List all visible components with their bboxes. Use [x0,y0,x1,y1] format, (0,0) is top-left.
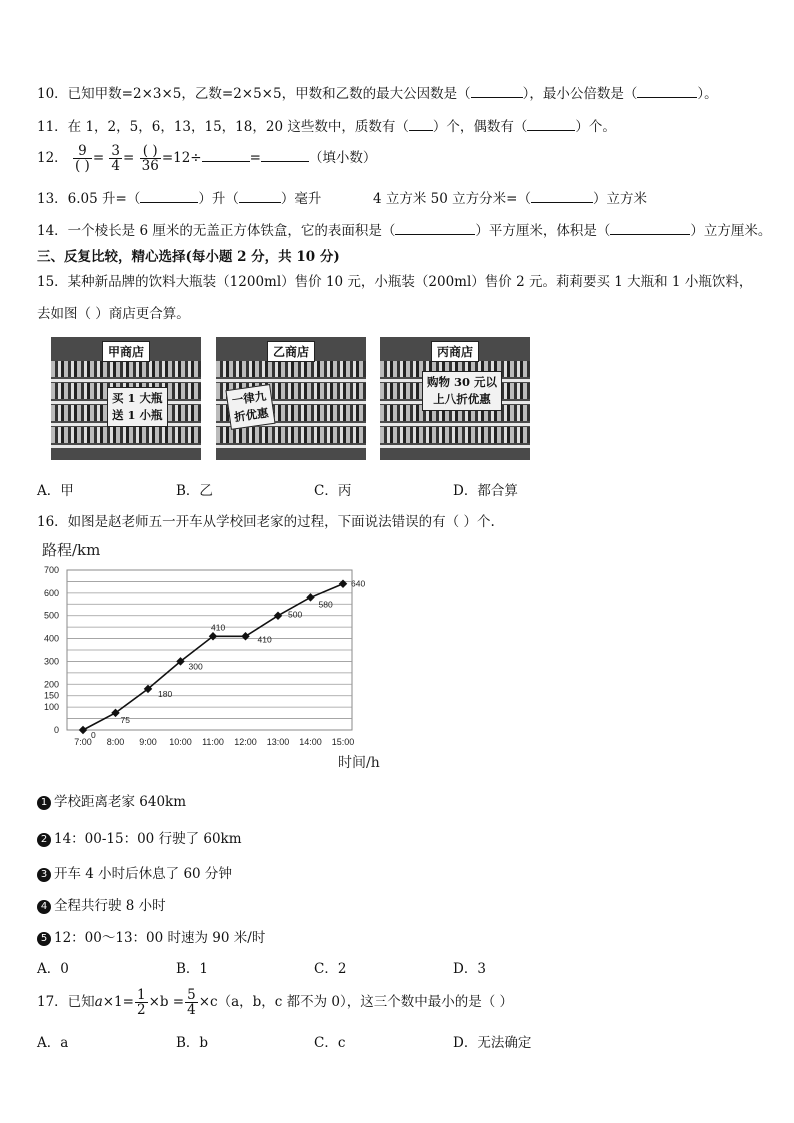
option-a[interactable]: A．0 [37,961,69,977]
statement-5: 5 12：00～13：00 时速为 90 米/时 [37,926,265,946]
fraction: $\frac{( )}{36}$ [141,143,159,174]
fraction: $\frac{3}{4}$ [111,143,121,174]
option-a[interactable]: A．甲 [37,483,74,499]
data-label: 500 [288,609,303,620]
y-tick-label: 500 [43,610,59,621]
store-image-jia [51,337,201,460]
option-b[interactable]: B．1 [176,961,209,977]
question-11: 11．在 1，2，5，6，13，15，18，20 这些数中，质数有（ ）个，偶数有（ ）个。 [37,119,616,135]
answer-blank[interactable] [610,222,690,235]
statement-4: 4 全程共行驶 8 小时 [37,894,166,914]
data-label: 180 [158,688,173,699]
y-tick-label: 200 [43,679,59,690]
option-b[interactable]: B．乙 [176,483,213,499]
store-sign: 购物 30 元以 上八折优惠 [422,371,502,411]
statement-1: 1 学校距离老家 640km [37,790,186,810]
data-label: 410 [257,634,272,645]
question-15-line2: 去如图（ ）商店更合算。 [37,306,190,322]
question-10: 10．已知甲数=2×3×5，乙数=2×5×5，甲数和乙数的最大公因数是（ ），最小公倍数是（ ）。 [37,86,718,102]
y-tick-label: 0 [53,725,59,735]
option-c[interactable]: C．c [314,1035,346,1051]
x-tick-label: 8:00 [106,737,125,747]
store-title: 丙商店 [431,341,479,362]
answer-blank[interactable] [140,190,198,203]
answer-blank[interactable] [527,118,575,131]
fraction: $\frac{1}{2}$ [136,987,146,1018]
data-label: 580 [318,599,333,610]
x-tick-label: 15:00 [331,737,355,747]
option-b[interactable]: B．b [176,1035,209,1051]
option-d[interactable]: D．无法确定 [453,1035,532,1051]
distance-time-chart [30,537,380,777]
store-sign: 一律九 折优惠 [225,384,275,430]
answer-blank[interactable] [261,149,309,162]
fraction: $\frac{5}{4}$ [187,987,196,1018]
store-title: 甲商店 [102,341,150,362]
data-point [241,632,249,640]
question-13: 13．6.05 升=（ ）升（ ）毫升 [37,191,322,207]
y-tick-label: 150 [43,690,59,701]
data-label: 410 [211,622,226,633]
answer-blank[interactable] [531,190,593,203]
store-image-yi [216,337,366,460]
y-axis-label: 路程/km [42,541,101,559]
x-tick-label: 10:00 [169,737,192,747]
x-tick-label: 11:00 [202,737,224,747]
option-d[interactable]: D．都合算 [453,483,518,499]
y-tick-label: 600 [43,587,59,598]
x-tick-label: 7:00 [74,737,92,747]
data-label: 300 [188,661,203,672]
statement-3: 3 开车 4 小时后休息了 60 分钟 [37,862,232,882]
data-point [306,593,314,601]
section-heading: 三、反复比较，精心选择(每小题 2 分，共 10 分) [37,249,340,265]
fraction: $\frac{9}{( )}$ [74,143,90,174]
store-image-bing [380,337,530,460]
x-tick-label: 14:00 [299,737,322,747]
answer-blank[interactable] [471,85,523,98]
y-tick-label: 400 [43,633,59,644]
x-axis-label: 时间/h [338,755,380,771]
x-tick-label: 13:00 [266,737,290,747]
answer-blank[interactable] [239,190,281,203]
y-tick-label: 300 [43,656,59,667]
option-c[interactable]: C．2 [314,961,347,977]
question-17: 17．已知a×1= $\frac{1}{2}$ ×b = $\frac{5}{4}$ ×c（a，b，c 都不为 0），这三个数中最小的是（ ） [37,987,514,1018]
series-line [83,584,343,730]
question-14: 14．一个棱长是 6 厘米的无盖正方体铁盒，它的表面积是（ ）平方厘米，体积是（ ）立方厘米。 [37,223,772,239]
x-tick-label: 9:00 [139,737,157,747]
data-label: 640 [351,578,366,589]
answer-blank[interactable] [637,85,697,98]
store-sign: 买 1 大瓶 送 1 小瓶 [107,387,168,427]
question-12: 12． $\frac{9}{( )}$ = $\frac{3}{4}$ = $\frac{( )}{36}$ =12÷ = （填小数） [37,143,377,174]
y-tick-label: 700 [43,565,59,575]
statement-2: 2 14：00-15：00 行驶了 60km [37,827,242,847]
data-point [339,579,347,587]
data-label: 0 [91,730,96,740]
question-15-line1: 15．某种新品牌的饮料大瓶装（1200ml）售价 10 元，小瓶装（200ml）售价 2 元。莉莉要买 1 大瓶和 1 小瓶饮料， [37,274,753,290]
data-label: 75 [120,714,130,725]
answer-blank[interactable] [202,149,250,162]
store-title: 乙商店 [267,341,315,362]
option-a[interactable]: A．a [37,1035,69,1051]
y-tick-label: 100 [43,702,59,713]
answer-blank[interactable] [395,222,475,235]
question-16: 16．如图是赵老师五一开车从学校回老家的过程，下面说法错误的有（ ）个. [37,514,495,530]
answer-blank[interactable] [409,118,433,131]
option-c[interactable]: C．丙 [314,483,352,499]
option-d[interactable]: D．3 [453,961,486,977]
x-tick-label: 12:00 [234,737,257,747]
question-13b: 4 立方米 50 立方分米=（ ）立方米 [373,191,647,207]
data-point [274,611,282,619]
data-point [79,726,87,734]
